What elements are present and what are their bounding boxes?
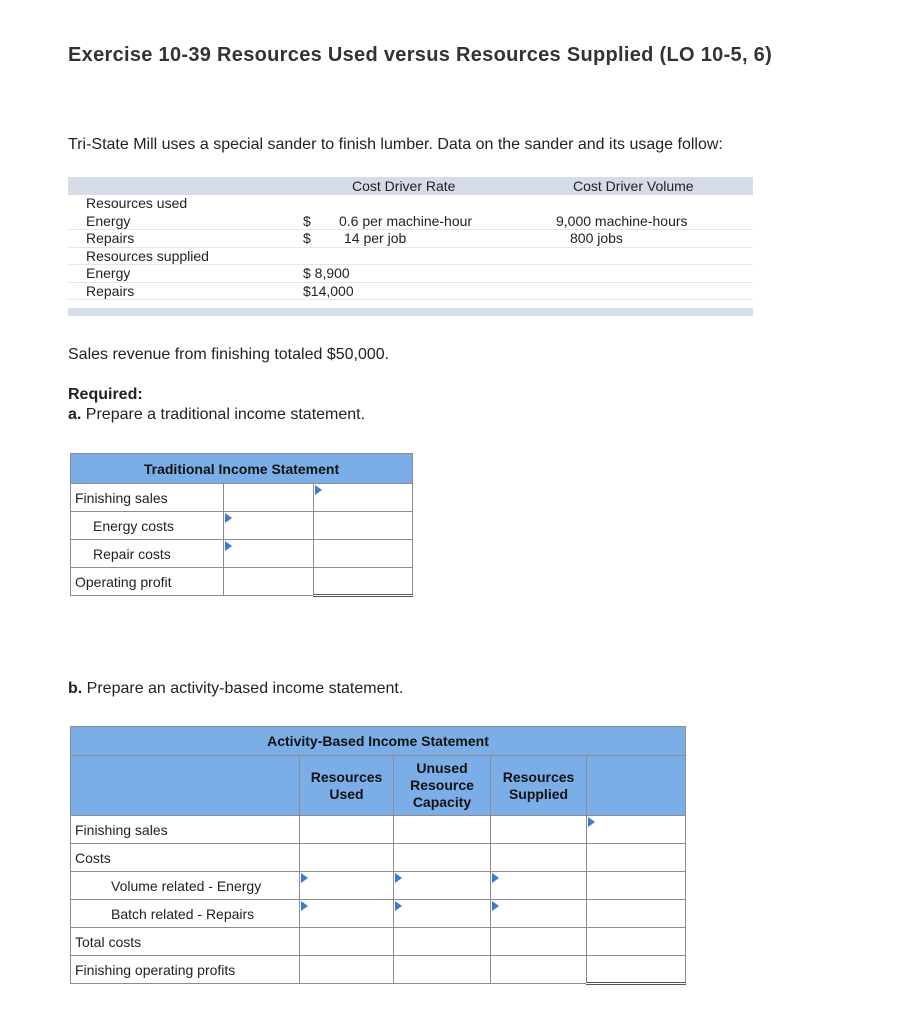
ab-repairs-unused[interactable] bbox=[394, 900, 491, 928]
row-label-resources-used: Resources used bbox=[86, 195, 188, 211]
header-resources-supplied-line1: Resources bbox=[502, 768, 575, 785]
activity-based-income-statement bbox=[70, 726, 686, 985]
row-label-resources-supplied: Resources supplied bbox=[86, 248, 209, 264]
ab-repairs-total[interactable] bbox=[587, 900, 686, 928]
ab-profits-supplied[interactable] bbox=[491, 956, 587, 984]
activity-header-blank bbox=[71, 756, 300, 816]
repairs-volume: 800 jobs bbox=[570, 230, 623, 246]
ab-costs-unused[interactable] bbox=[394, 844, 491, 872]
header-unused-line1: Unused bbox=[416, 760, 468, 776]
energy-volume: 9,000 machine-hours bbox=[556, 213, 688, 229]
ab-repairs-supplied[interactable] bbox=[491, 900, 587, 928]
header-resources-used-line2: Used bbox=[329, 785, 364, 802]
ab-total-costs-supplied[interactable] bbox=[491, 928, 587, 956]
rate-dollar-sign: $ bbox=[303, 213, 311, 229]
energy-rate: 0.6 per machine-hour bbox=[339, 213, 473, 229]
activity-caption: Activity-Based Income Statement bbox=[71, 727, 686, 756]
required-label: Required: bbox=[68, 386, 143, 403]
part-a-letter: a. bbox=[68, 406, 82, 423]
ab-costs-used[interactable] bbox=[300, 844, 394, 872]
activity-header-blank-right bbox=[587, 756, 686, 816]
data-table-divider bbox=[68, 299, 753, 300]
ab-profits-used[interactable] bbox=[300, 956, 394, 984]
data-table-divider bbox=[68, 282, 753, 283]
row-label-energy: Energy bbox=[86, 265, 131, 281]
data-table-footer-bar bbox=[68, 308, 753, 316]
dropdown-marker-icon bbox=[301, 901, 308, 911]
ab-energy-unused[interactable] bbox=[394, 872, 491, 900]
ab-total-costs-used[interactable] bbox=[300, 928, 394, 956]
ab-finishing-sales-label: Finishing sales bbox=[71, 816, 300, 844]
repairs-rate: 14 per job bbox=[344, 230, 407, 246]
header-cost-driver-volume: Cost Driver Volume bbox=[573, 178, 694, 194]
header-resources-used-line1: Resources bbox=[310, 768, 383, 785]
row-label-energy: Energy bbox=[86, 213, 131, 229]
traditional-income-statement bbox=[70, 453, 413, 597]
repair-costs-input-2[interactable] bbox=[314, 540, 413, 568]
header-unused-line2: Resource bbox=[410, 777, 474, 793]
ab-profits-unused[interactable] bbox=[394, 956, 491, 984]
ab-costs-total[interactable] bbox=[587, 844, 686, 872]
repairs-supplied-amount: $14,000 bbox=[303, 283, 354, 299]
dropdown-marker-icon bbox=[395, 901, 402, 911]
sales-text: Sales revenue from finishing totaled $50,000. bbox=[68, 346, 390, 363]
ab-energy-total[interactable] bbox=[587, 872, 686, 900]
part-b-text: Prepare an activity-based income statement. bbox=[82, 680, 404, 697]
ab-total-costs-unused[interactable] bbox=[394, 928, 491, 956]
energy-costs-input-1[interactable] bbox=[224, 512, 314, 540]
part-b-letter: b. bbox=[68, 680, 83, 697]
header-unused-line3: Capacity bbox=[412, 794, 472, 810]
ab-finishing-sales-used[interactable] bbox=[300, 816, 394, 844]
finishing-sales-input-1[interactable] bbox=[224, 484, 314, 512]
traditional-caption: Traditional Income Statement bbox=[71, 454, 413, 484]
header-unused-resource-capacity bbox=[394, 756, 491, 816]
finishing-sales-input-2[interactable] bbox=[314, 484, 413, 512]
dropdown-marker-icon bbox=[492, 873, 499, 883]
dropdown-marker-icon bbox=[492, 901, 499, 911]
ab-costs-supplied[interactable] bbox=[491, 844, 587, 872]
header-resources-supplied bbox=[491, 756, 587, 816]
operating-profit-label: Operating profit bbox=[71, 568, 224, 596]
ab-volume-energy-label: Volume related - Energy bbox=[71, 872, 300, 900]
header-resources-supplied-line2: Supplied bbox=[508, 785, 569, 802]
part-a-instruction bbox=[68, 406, 365, 424]
dropdown-marker-icon bbox=[301, 873, 308, 883]
part-a-text: Prepare a traditional income statement. bbox=[81, 406, 366, 423]
ab-energy-supplied[interactable] bbox=[491, 872, 587, 900]
ab-repairs-used[interactable] bbox=[300, 900, 394, 928]
finishing-sales-label: Finishing sales bbox=[71, 484, 224, 512]
energy-supplied-amount: $ 8,900 bbox=[303, 265, 350, 281]
ab-finishing-sales-total[interactable] bbox=[587, 816, 686, 844]
row-label-repairs: Repairs bbox=[86, 283, 135, 299]
ab-batch-repairs-label: Batch related - Repairs bbox=[71, 900, 300, 928]
ab-costs-label: Costs bbox=[71, 844, 300, 872]
ab-total-costs-total[interactable] bbox=[587, 928, 686, 956]
ab-operating-profits-label: Finishing operating profits bbox=[71, 956, 300, 984]
page-title: Exercise 10-39 Resources Used versus Resources Supplied (LO 10-5, 6) bbox=[68, 44, 773, 66]
dropdown-marker-icon bbox=[225, 541, 232, 551]
dropdown-marker-icon bbox=[315, 485, 322, 495]
ab-finishing-sales-unused[interactable] bbox=[394, 816, 491, 844]
part-b-instruction bbox=[68, 680, 403, 698]
header-cost-driver-rate: Cost Driver Rate bbox=[352, 178, 456, 194]
dropdown-marker-icon bbox=[395, 873, 402, 883]
repair-costs-input-1[interactable] bbox=[224, 540, 314, 568]
operating-profit-input-1[interactable] bbox=[224, 568, 314, 596]
header-resources-used bbox=[300, 756, 394, 816]
dropdown-marker-icon bbox=[225, 513, 232, 523]
rate-dollar-sign: $ bbox=[303, 230, 311, 246]
intro-text: Tri-State Mill uses a special sander to finish lumber. Data on the sander and its usage follow: bbox=[68, 136, 723, 153]
energy-costs-label: Energy costs bbox=[71, 512, 224, 540]
operating-profit-input-2[interactable] bbox=[314, 568, 413, 596]
energy-costs-input-2[interactable] bbox=[314, 512, 413, 540]
ab-profits-total[interactable] bbox=[587, 956, 686, 984]
row-label-repairs: Repairs bbox=[86, 230, 135, 246]
ab-total-costs-label: Total costs bbox=[71, 928, 300, 956]
ab-finishing-sales-supplied[interactable] bbox=[491, 816, 587, 844]
repair-costs-label: Repair costs bbox=[71, 540, 224, 568]
dropdown-marker-icon bbox=[588, 817, 595, 827]
ab-energy-used[interactable] bbox=[300, 872, 394, 900]
